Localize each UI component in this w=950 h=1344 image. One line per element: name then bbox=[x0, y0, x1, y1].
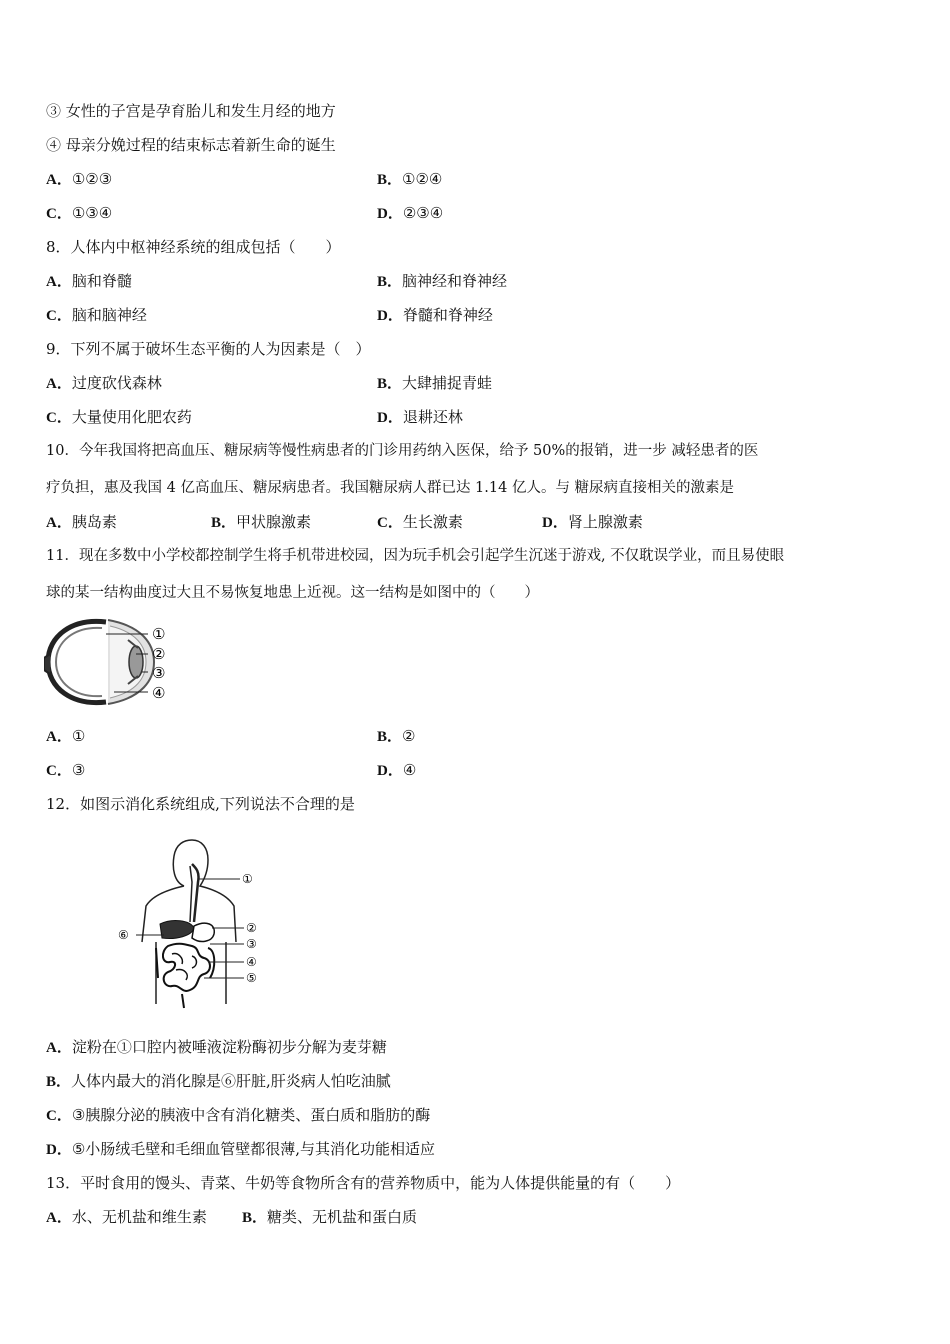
q13-option-a[interactable]: A．水、无机盐和维生素 bbox=[46, 1208, 207, 1226]
esophagus bbox=[192, 864, 199, 922]
eye-label-3: ③ bbox=[152, 664, 166, 682]
q10-option-b[interactable]: B．甲状腺激素 bbox=[211, 513, 312, 531]
q8-stem: 8．人体内中枢神经系统的组成包括（ ） bbox=[46, 238, 341, 256]
q7-option-a[interactable]: A．①②③ bbox=[46, 170, 113, 188]
stomach bbox=[192, 923, 214, 941]
eye-label-1: ① bbox=[152, 625, 166, 643]
digest-label-6: ⑥ bbox=[118, 928, 129, 942]
digestive-system-diagram bbox=[112, 838, 262, 1010]
q11-option-b[interactable]: B．② bbox=[377, 727, 416, 745]
q11-option-a[interactable]: A．① bbox=[46, 727, 86, 745]
q13-option-b[interactable]: B．糖类、无机盐和蛋白质 bbox=[242, 1208, 418, 1226]
eye-label-4: ④ bbox=[152, 684, 166, 702]
eye-label-2: ② bbox=[152, 645, 166, 663]
q12-option-b[interactable]: B．人体内最大的消化腺是⑥肝脏,肝炎病人怕吃油腻 bbox=[46, 1072, 391, 1090]
q7-option-b[interactable]: B．①②④ bbox=[377, 170, 443, 188]
q12-stem: 12．如图示消化系统组成,下列说法不合理的是 bbox=[46, 795, 355, 813]
digest-label-2: ② bbox=[246, 921, 257, 935]
eye-diagram bbox=[44, 614, 178, 710]
statement-4: ④ 母亲分娩过程的结束标志着新生命的诞生 bbox=[46, 136, 336, 154]
digest-label-3: ③ bbox=[246, 937, 257, 951]
lens bbox=[129, 646, 143, 678]
q7-option-d[interactable]: D．②③④ bbox=[377, 204, 444, 222]
q11-stem-line1: 11．现在多数中小学校都控制学生将手机带进校园，因为玩手机会引起学生沉迷于游戏, 不仅耽误学业，而且易使眼 bbox=[46, 548, 785, 564]
optic-nerve bbox=[44, 654, 50, 674]
q9-option-a[interactable]: A．过度砍伐森林 bbox=[46, 374, 162, 392]
q13-stem: 13．平时食用的馒头、青菜、牛奶等食物所含有的营养物质中，能为人体提供能量的有（ ） bbox=[46, 1174, 681, 1192]
q10-stem-line2: 疗负担，惠及我国 4 亿高血压、糖尿病患者。我国糖尿病人群已达 1.14 亿人。与 糖尿病直接相关的激素是 bbox=[46, 480, 735, 496]
intestine bbox=[163, 944, 210, 991]
digest-label-4: ④ bbox=[246, 955, 257, 969]
q8-option-a[interactable]: A．脑和脊髓 bbox=[46, 272, 132, 290]
liver bbox=[160, 921, 194, 939]
q11-stem-line2: 球的某一结构曲度过大且不易恢复地患上近视。这一结构是如图中的（ ） bbox=[46, 585, 539, 601]
q7-option-c[interactable]: C．①③④ bbox=[46, 204, 113, 222]
q11-option-c[interactable]: C．③ bbox=[46, 761, 86, 779]
q10-option-c[interactable]: C．生长激素 bbox=[377, 513, 463, 531]
q12-option-d[interactable]: D．⑤小肠绒毛壁和毛细血管壁都很薄,与其消化功能相适应 bbox=[46, 1140, 436, 1158]
sclera-layer bbox=[56, 628, 102, 696]
q11-option-d[interactable]: D．④ bbox=[377, 761, 417, 779]
digest-label-1: ① bbox=[242, 872, 253, 886]
q10-option-d[interactable]: D．肾上腺激素 bbox=[542, 513, 643, 531]
q8-option-d[interactable]: D．脊髓和脊神经 bbox=[377, 306, 493, 324]
q8-option-c[interactable]: C．脑和脑神经 bbox=[46, 306, 147, 324]
q12-option-a[interactable]: A．淀粉在①口腔内被唾液淀粉酶初步分解为麦芽糖 bbox=[46, 1038, 387, 1056]
q9-option-c[interactable]: C．大量使用化肥农药 bbox=[46, 408, 192, 426]
q9-stem: 9．下列不属于破坏生态平衡的人为因素是（ ） bbox=[46, 340, 371, 358]
q12-option-c[interactable]: C．③胰腺分泌的胰液中含有消化糖类、蛋白质和脂肪的酶 bbox=[46, 1106, 431, 1124]
q10-stem-line1: 10．今年我国将把高血压、糖尿病等慢性病患者的门诊用药纳入医保，给予 50%的报销，进一步 减轻患者的医 bbox=[46, 443, 759, 459]
statement-3: ③ 女性的子宫是孕育胎儿和发生月经的地方 bbox=[46, 102, 336, 120]
q9-option-b[interactable]: B．大肆捕捉青蛙 bbox=[377, 374, 493, 392]
q10-option-a[interactable]: A．胰岛素 bbox=[46, 513, 117, 531]
q8-option-b[interactable]: B．脑神经和脊神经 bbox=[377, 272, 508, 290]
q9-option-d[interactable]: D．退耕还林 bbox=[377, 408, 463, 426]
digest-label-5: ⑤ bbox=[246, 971, 257, 985]
